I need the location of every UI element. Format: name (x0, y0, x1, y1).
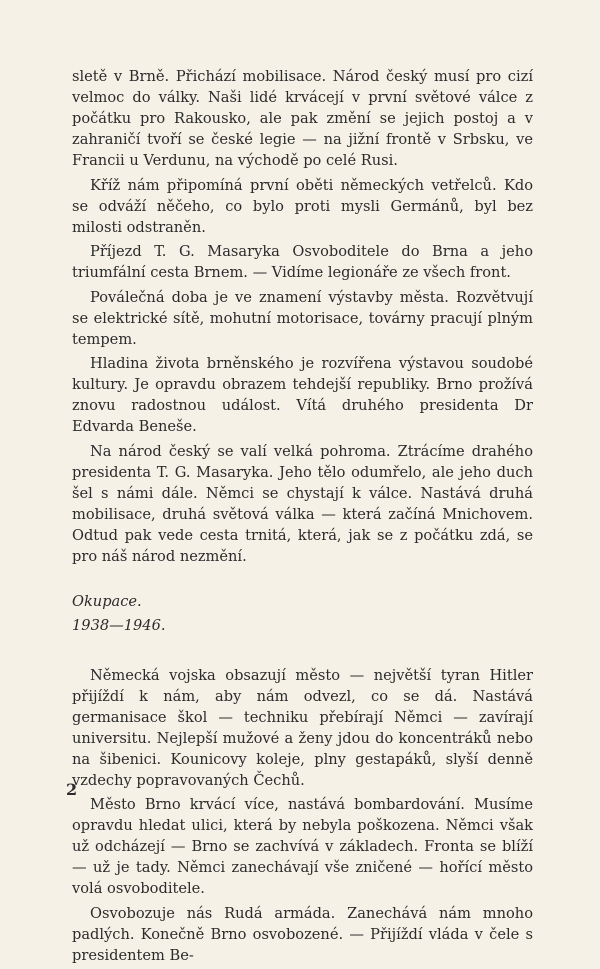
page-body (72, 66, 533, 969)
paragraph: Příjezd T. G. Masaryka Osvoboditele do Brna a jeho triumfální cesta Brnem. — Vidíme legionáře ze všech front. (72, 243, 533, 281)
section-years: 1938—1946. (72, 616, 166, 634)
paragraph: Kříž nám připomíná první oběti německých vetřelců. Kdo se odváží něčeho, co bylo proti mysli Germánů, byl bez milosti odstraněn. (72, 176, 533, 236)
paragraph: Německá vojska obsazují město — největší tyran Hitler přijíždí k nám, aby nám odvezl, co se dá. Nastává germanisace škol — techniku přebírají Němci — zavírají universitu. Nejlepší mužové a ženy jdou do koncentráků nebo na šibenici. Kounicovy koleje, plny gestapáků, slyší denně vzdechy popravovaných Čechů. (72, 666, 533, 789)
paragraph: Hladina života brněnského je rozvířena výstavou soudobé kultury. Je opravdu obrazem tehdejší republiky. Brno prožívá znovu radostnou událost. Vítá druhého presidenta Dr Edvarda Beneše. (72, 355, 533, 435)
page-number: 2 (66, 780, 78, 799)
paragraph: Osvobozuje nás Rudá armáda. Zanechává nám mnoho padlých. Konečně Brno osvobozené. — Přijíždí vláda v čele s presidentem Be- (72, 904, 533, 964)
section-title: Okupace. (72, 592, 142, 610)
paragraph: sletě v Brně. Přichází mobilisace. Národ český musí pro cizí velmoc do války. Naši lidé krvácejí v první světové válce z počátku pro Rakousko, ale pak změní se jejich postoj a v zahraničí tvoří se české legie — na jižní frontě v Srbsku, ve Francii u Verdunu, na východě po celé Rusi. (72, 68, 533, 169)
paragraph: Poválečná doba je ve znamení výstavby města. Rozvětvují se elektrické sítě, mohutní motorisace, továrny pracují plným tempem. (72, 288, 533, 348)
paragraph: Město Brno krvácí více, nastává bombardování. Musíme opravdu hledat ulici, která by nebyla poškozena. Němci však už odcházejí — Brno se zachvívá v základech. Fronta se blíží — už je tady. Němci zanechávají vše zničené — hořící město volá osvoboditele. (72, 796, 533, 897)
section-heading (72, 590, 533, 638)
paragraph: Na národ český se valí velká pohroma. Ztrácíme drahého presidenta T. G. Masaryka. Jeho tělo odumřelo, ale jeho duch šel s námi dále. Němci se chystají k válce. Nastává druhá mobilisace, druhá světová válka — která začíná Mnichovem. Odtud pak vede cesta trnitá, která, jak se z počátku zdá, se pro náš národ nezmění. (72, 442, 533, 565)
